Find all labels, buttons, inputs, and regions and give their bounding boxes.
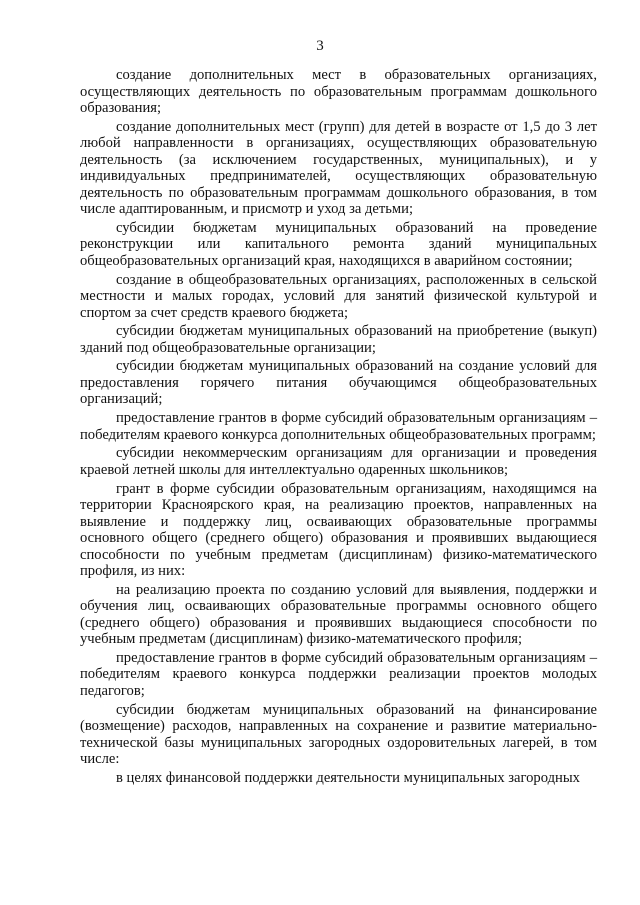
paragraph: субсидии бюджетам муниципальных образований на создание условий для предоставления горячего питания обучающимся общеобразовательных организаций; <box>80 358 597 408</box>
paragraph: создание в общеобразовательных организациях, расположенных в сельской местности и малых городах, условий для занятий физической культурой и спортом за счет средств краевого бюджета; <box>80 271 597 321</box>
paragraph: субсидии некоммерческим организациям для организации и проведения краевой летней школы для интеллектуально одаренных школьников; <box>80 445 597 478</box>
paragraph: в целях финансовой поддержки деятельности муниципальных загородных <box>116 769 580 786</box>
paragraph: субсидии бюджетам муниципальных образований на проведение реконструкции или капитального ремонта зданий муниципальных общеобразовательных организаций края, находящихся в аварийном состоянии; <box>80 219 597 269</box>
paragraph: предоставление грантов в форме субсидий образовательным организациям – победителям краевого конкурса поддержки реализации проектов молодых педагогов; <box>80 649 597 699</box>
paragraph: субсидии бюджетам муниципальных образований на финансирование (возмещение) расходов, направленных на сохранение и развитие материально-технической базы муниципальных загородных оздоровительных лагерей, в том числе: <box>80 701 597 768</box>
paragraph: создание дополнительных мест (групп) для детей в возрасте от 1,5 до 3 лет любой направленности в организациях, осуществляющих образовательную деятельность (за исключением государственных, муниципальных), и у индивидуальных предпринимателей, осуществляющих образовательную деятельность по образовательным программам дошкольного образования, в том числе адаптированным, и присмотр и уход за детьми; <box>80 118 597 218</box>
paragraph: грант в форме субсидии образовательным организациям, находящимся на территории Красноярского края, на реализацию проектов, направленных на выявление и поддержку лиц, осваивающих образовательные программы основного общего (среднего общего) образования и проявивших выдающиеся способности по учебным предметам (дисциплинам) физико-математического профиля, из них: <box>80 480 597 579</box>
paragraph: создание дополнительных мест в образовательных организациях, осуществляющих деятельность по образовательным программам дошкольного образования; <box>80 67 597 116</box>
paragraph: на реализацию проекта по созданию условий для выявления, поддержки и обучения лиц, осваивающих образовательные программы основного общего (среднего общего) образования и проявивших выдающиеся способности по учебным предметам (дисциплинам) физико-математического профиля; <box>80 581 597 648</box>
paragraph: предоставление грантов в форме субсидий образовательным организациям – победителям краевого конкурса дополнительных общеобразовательных программ; <box>80 410 597 443</box>
page-number: 3 <box>316 38 324 54</box>
document-body <box>80 67 597 788</box>
paragraph: субсидии бюджетам муниципальных образований на приобретение (выкуп) зданий под общеобразовательные организации; <box>80 323 597 356</box>
